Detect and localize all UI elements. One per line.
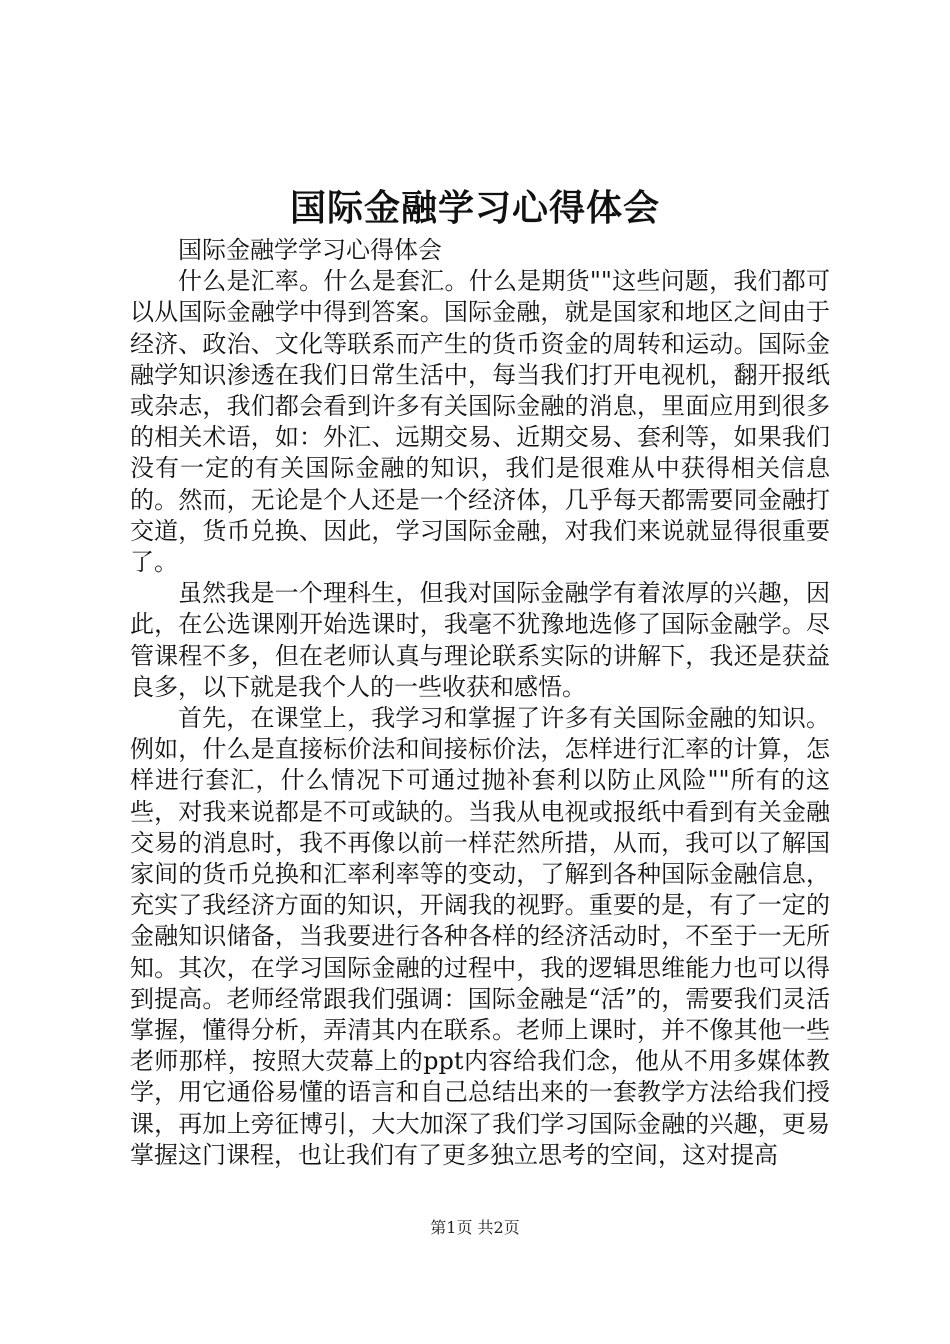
paragraph-subtitle: 国际金融学学习心得体会 [178,236,442,264]
document-body [130,235,830,1171]
paragraph-gains: 首先，在课堂上，我学习和掌握了许多有关国际金融的知识。例如，什么是直接标价法和间接标价法，怎样进行汇率的计算，怎样进行套汇，什么情况下可通过抛补套利以防止风险""所有的这些，对我来说都是不可或缺的。当我从电视或报纸中看到有关金融交易的消息时，我不再像以前一样茫然所措，从而，我可以了解国家间的货币兑换和汇率利率等的变动，了解到各种国际金融信息，充实了我经济方面的知识，开阔我的视野。重要的是，有了一定的金融知识储备，当我要进行各种各样的经济活动时，不至于一无所知。其次，在学习国际金融的过程中，我的逻辑思维能力也可以得到提高。老师经常跟我们强调：国际金融是“活”的，需要我们灵活掌握，懂得分析，弄清其内在联系。老师上课时，并不像其他一些老师那样，按照大荧幕上的ppt内容给我们念，他从不用多媒体教学，用它通俗易懂的语言和自己总结出来的一套教学方法给我们授课，再加上旁征博引，大大加深了我们学习国际金融的兴趣，更易掌握这门课程，也让我们有了更多独立思考的空间，这对提高 [130,704,830,1169]
paragraph-interest: 虽然我是一个理科生，但我对国际金融学有着浓厚的兴趣，因此，在公选课刚开始选课时，我毫不犹豫地选修了国际金融学。尽管课程不多，但在老师认真与理论联系实际的讲解下，我还是获益良多，以下就是我个人的一些收获和感悟。 [130,579,830,701]
paragraph-intro: 什么是汇率。什么是套汇。什么是期货""这些问题，我们都可以从国际金融学中得到答案。国际金融，就是国家和地区之间由于经济、政治、文化等联系而产生的货币资金的周转和运动。国际金融学知识渗透在我们日常生活中，每当我们打开电视机，翻开报纸或杂志，我们都会看到许多有关国际金融的消息，里面应用到很多的相关术语，如：外汇、远期交易、近期交易、套利等，如果我们没有一定的有关国际金融的知识，我们是很难从中获得相关信息的。然而，无论是个人还是一个经济体，几乎每天都需要同金融打交道，货币兑换、因此，学习国际金融，对我们来说就显得很重要了。 [130,267,830,577]
page-number-footer: 第1页 共2页 [430,1218,520,1237]
document-title: 国际金融学习心得体会 [289,187,660,229]
